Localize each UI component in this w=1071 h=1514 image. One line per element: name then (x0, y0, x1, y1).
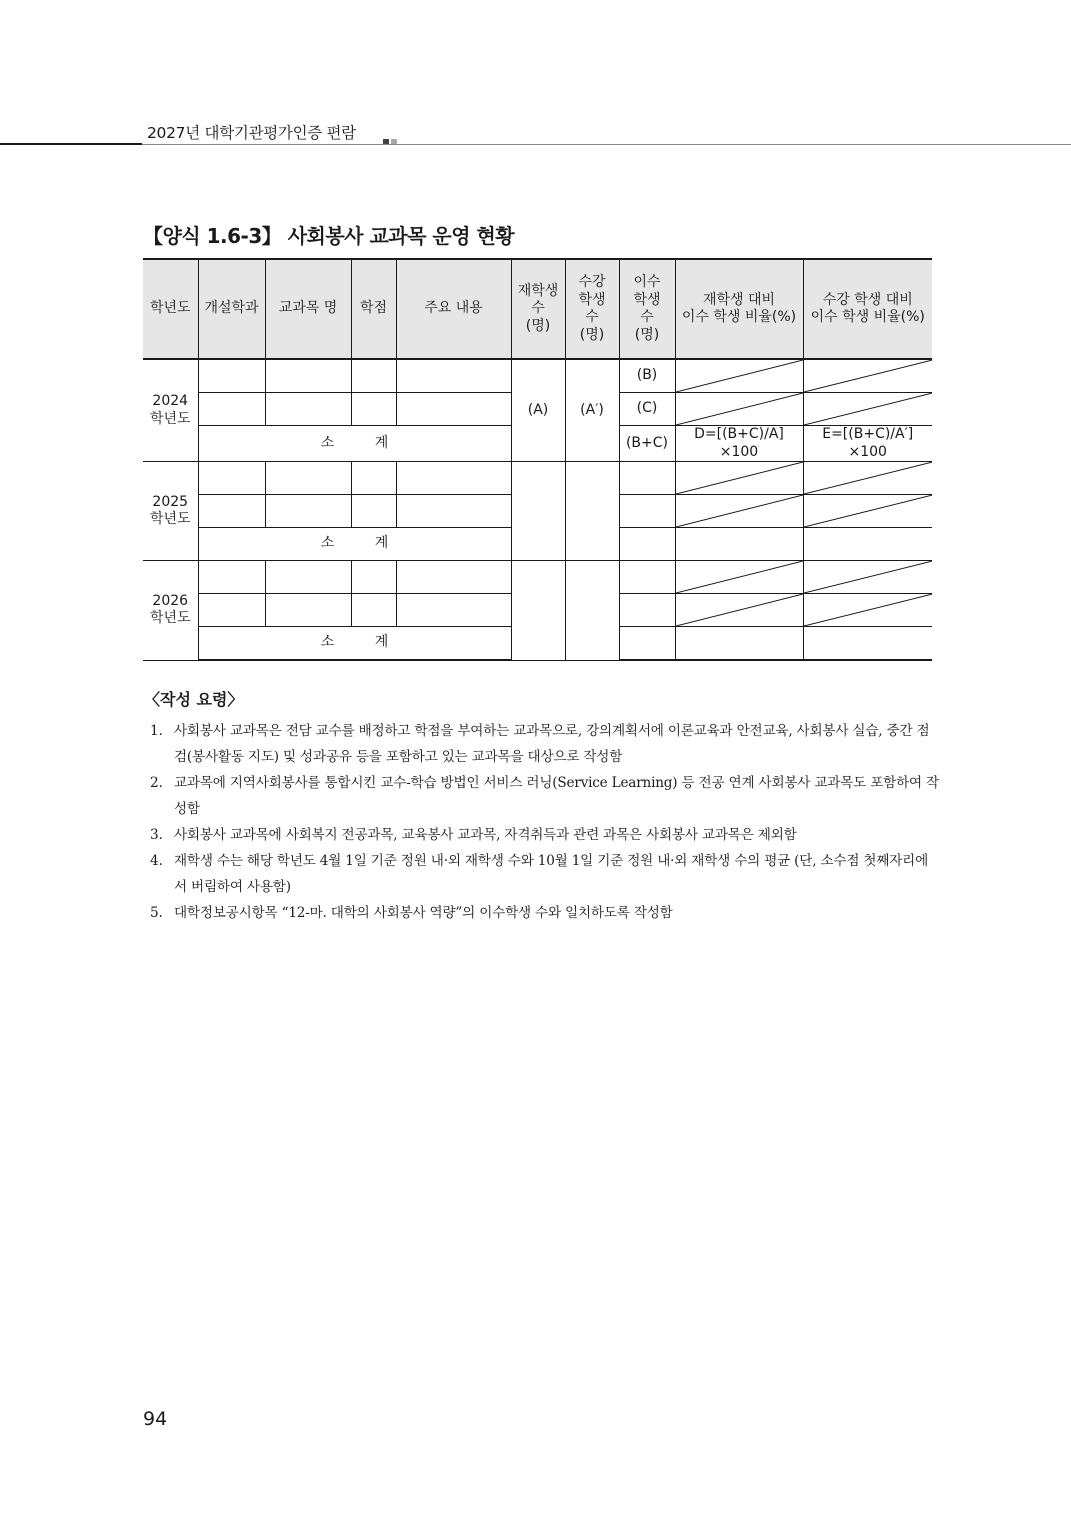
subtotal-label: 소 계 (320, 535, 407, 552)
diagonal-cell (675, 359, 803, 393)
col-header-ratio-enrolled (675, 259, 803, 359)
col-header-ratio-taking-line: 이수 학생 비율(%) (810, 309, 925, 325)
dept-input-cell[interactable] (198, 495, 265, 528)
form-title: 【양식 1.6-3】 사회봉사 교과목 운영 현황 (143, 224, 515, 248)
dept-input-cell[interactable] (198, 561, 265, 594)
credit-input-cell[interactable] (351, 393, 396, 426)
guide-item (150, 822, 940, 848)
col-header-completed-line: 수 (640, 309, 654, 325)
credit-input-cell[interactable] (351, 495, 396, 528)
col-header-completed-line: (명) (634, 326, 660, 343)
subtotal-label: 소 계 (320, 434, 407, 451)
diagonal-line (804, 561, 933, 593)
diagonal-cell (803, 359, 932, 393)
year-label: 학년도 (149, 410, 191, 427)
course-input-cell[interactable] (265, 495, 351, 528)
diagonal-line (804, 495, 933, 527)
year-label: 학년도 (149, 511, 191, 527)
col-header-ratio-enrolled-line: 이수 학생 비율(%) (681, 309, 797, 325)
subtotal-label-cell (198, 426, 511, 462)
diagonal-line (676, 462, 803, 494)
table-row (143, 462, 932, 495)
enrolled-cell[interactable] (511, 462, 565, 561)
col-header-completed-line: 학생 (633, 291, 661, 308)
formula-d-line: D=[(B+C)/A] (694, 426, 784, 442)
credit-input-cell[interactable] (351, 594, 396, 627)
guide-item-number: 1. (150, 723, 163, 739)
taking-cell[interactable] (565, 462, 619, 561)
diagonal-cell (803, 495, 932, 528)
table-row (143, 359, 932, 393)
subtotal-label-cell (198, 528, 511, 561)
completed-cell[interactable] (619, 561, 675, 594)
guide-item-text: 대학정보공시항목 “12-마. 대학의 사회봉사 역량”의 이수학생 수와 일치하도록 작성함 (174, 905, 673, 921)
col-header-taking-line: 학생 (578, 291, 606, 308)
diagonal-line (804, 594, 933, 626)
guide-item-text: 사회봉사 교과목은 전담 교수를 배정하고 학점을 부여하는 교과목으로, 강의계획서에 이론교육과 안전교육, 사회봉사 실습, 중간 점검(봉사활동 지도) 및 성과공유 등을 포함하고 있는 교과목을 대상으로 작성함 (174, 723, 930, 765)
col-header-enrolled-line: 수 (531, 300, 545, 317)
subtotal-label-cell (198, 627, 511, 661)
content-input-cell[interactable] (396, 393, 511, 426)
diagonal-cell (803, 462, 932, 495)
col-header-taking-line: 수 (585, 309, 599, 325)
col-header-ratio-taking (803, 259, 932, 359)
taking-cell: (A′) (565, 359, 619, 462)
col-header-enrolled-line: (명) (525, 317, 551, 334)
guide-item-number: 4. (150, 853, 163, 869)
credit-input-cell[interactable] (351, 561, 396, 594)
diagonal-cell (675, 393, 803, 426)
year-label: 2026 (152, 592, 189, 609)
diagonal-cell (675, 561, 803, 594)
course-input-cell[interactable] (265, 462, 351, 495)
taking-cell[interactable] (565, 561, 619, 661)
completed-sum-cell[interactable] (619, 528, 675, 561)
diagonal-cell (675, 462, 803, 495)
col-header-content: 주요 내용 (396, 259, 511, 359)
year-label: 2024 (152, 393, 189, 409)
year-cell-2026 (143, 561, 198, 661)
credit-input-cell[interactable] (351, 462, 396, 495)
content-input-cell[interactable] (396, 359, 511, 393)
dept-input-cell[interactable] (198, 393, 265, 426)
dept-input-cell[interactable] (198, 462, 265, 495)
completed-cell: (B) (619, 359, 675, 393)
content-input-cell[interactable] (396, 495, 511, 528)
col-header-taking-line: 수강 (578, 274, 606, 290)
guide-item (150, 718, 940, 770)
credit-input-cell[interactable] (351, 359, 396, 393)
diagonal-cell (675, 495, 803, 528)
content-input-cell[interactable] (396, 594, 511, 627)
col-header-dept: 개설학과 (198, 259, 265, 359)
year-cell-2025 (143, 462, 198, 561)
ratio-enrolled-cell[interactable] (675, 627, 803, 661)
course-input-cell[interactable] (265, 594, 351, 627)
col-header-taking-line: (명) (579, 326, 605, 343)
table-header-row (143, 259, 932, 359)
enrolled-cell[interactable] (511, 561, 565, 661)
running-header-title: 2027년 대학기관평가인증 편람 (147, 124, 356, 142)
diagonal-line (676, 594, 803, 626)
diagonal-line (804, 360, 933, 392)
diagonal-line (676, 393, 803, 425)
diagonal-line (804, 393, 933, 425)
ratio-enrolled-cell[interactable] (675, 528, 803, 561)
subtotal-label: 소 계 (320, 634, 407, 651)
diagonal-cell (675, 594, 803, 627)
diagonal-cell (803, 594, 932, 627)
col-header-credit: 학점 (351, 259, 396, 359)
col-header-completed (619, 259, 675, 359)
formula-d-cell (675, 426, 803, 462)
formula-e-line: ×100 (848, 443, 887, 460)
formula-e-cell (803, 426, 932, 462)
completed-cell[interactable] (619, 594, 675, 627)
diagonal-cell (803, 393, 932, 426)
enrolled-cell: (A) (511, 359, 565, 462)
guide-item-number: 3. (150, 827, 163, 843)
completed-cell[interactable] (619, 495, 675, 528)
course-input-cell[interactable] (265, 359, 351, 393)
guide-item-text: 교과목에 지역사회봉사를 통합시킨 교수-학습 방법인 서비스 러닝(Service Learning) 등 전공 연계 사회봉사 교과목도 포함하여 작성함 (174, 775, 939, 817)
dept-input-cell[interactable] (198, 594, 265, 627)
diagonal-line (676, 360, 803, 392)
course-input-cell[interactable] (265, 393, 351, 426)
diagonal-cell (803, 561, 932, 594)
content-input-cell[interactable] (396, 561, 511, 594)
col-header-course: 교과목 명 (265, 259, 351, 359)
header-rule-thin (142, 144, 1071, 145)
completed-cell[interactable] (619, 462, 675, 495)
guide-title: 〈작성 요령〉 (144, 690, 244, 709)
col-header-enrolled (511, 259, 565, 359)
ratio-taking-cell[interactable] (803, 528, 932, 561)
guide-item (150, 770, 940, 822)
year-cell-2024 (143, 359, 198, 462)
course-input-cell[interactable] (265, 561, 351, 594)
completed-cell: (C) (619, 393, 675, 426)
header-rule (0, 143, 142, 145)
year-label: 학년도 (149, 610, 191, 627)
col-header-ratio-taking-line: 수강 학생 대비 (822, 291, 913, 308)
content-input-cell[interactable] (396, 462, 511, 495)
formula-e-line: E=[(B+C)/A′] (822, 426, 914, 442)
year-label: 2025 (152, 493, 189, 510)
guide-item (150, 900, 940, 926)
completed-sum-cell[interactable] (619, 627, 675, 661)
diagonal-line (804, 462, 933, 494)
col-header-enrolled-line: 재학생 (517, 282, 559, 299)
guide-item (150, 848, 940, 900)
col-header-taking (565, 259, 619, 359)
col-header-completed-line: 이수 (633, 274, 661, 290)
course-table (143, 258, 932, 661)
dept-input-cell[interactable] (198, 359, 265, 393)
diagonal-line (676, 561, 803, 593)
guide-list (150, 718, 940, 926)
formula-d-line: ×100 (719, 443, 759, 460)
course-table-container (143, 258, 932, 661)
guide-item-text: 사회봉사 교과목에 사회복지 전공과목, 교육봉사 교과목, 자격취득과 관련 과목은 사회봉사 교과목은 제외함 (174, 827, 797, 843)
ratio-taking-cell[interactable] (803, 627, 932, 661)
guide-item-number: 2. (150, 775, 163, 791)
diagonal-line (676, 495, 803, 527)
guide-item-number: 5. (150, 905, 163, 921)
header-decoration (383, 130, 399, 149)
col-header-year: 학년도 (143, 259, 198, 359)
col-header-ratio-enrolled-line: 재학생 대비 (702, 291, 776, 308)
table-row (143, 561, 932, 594)
completed-sum-cell: (B+C) (619, 426, 675, 462)
page-number: 94 (143, 1408, 168, 1430)
guide-item-text: 재학생 수는 해당 학년도 4월 1일 기준 정원 내·외 재학생 수와 10월 1일 기준 정원 내·외 재학생 수의 평균 (단, 소수점 첫째자리에서 버림하여 사용함) (174, 853, 929, 895)
